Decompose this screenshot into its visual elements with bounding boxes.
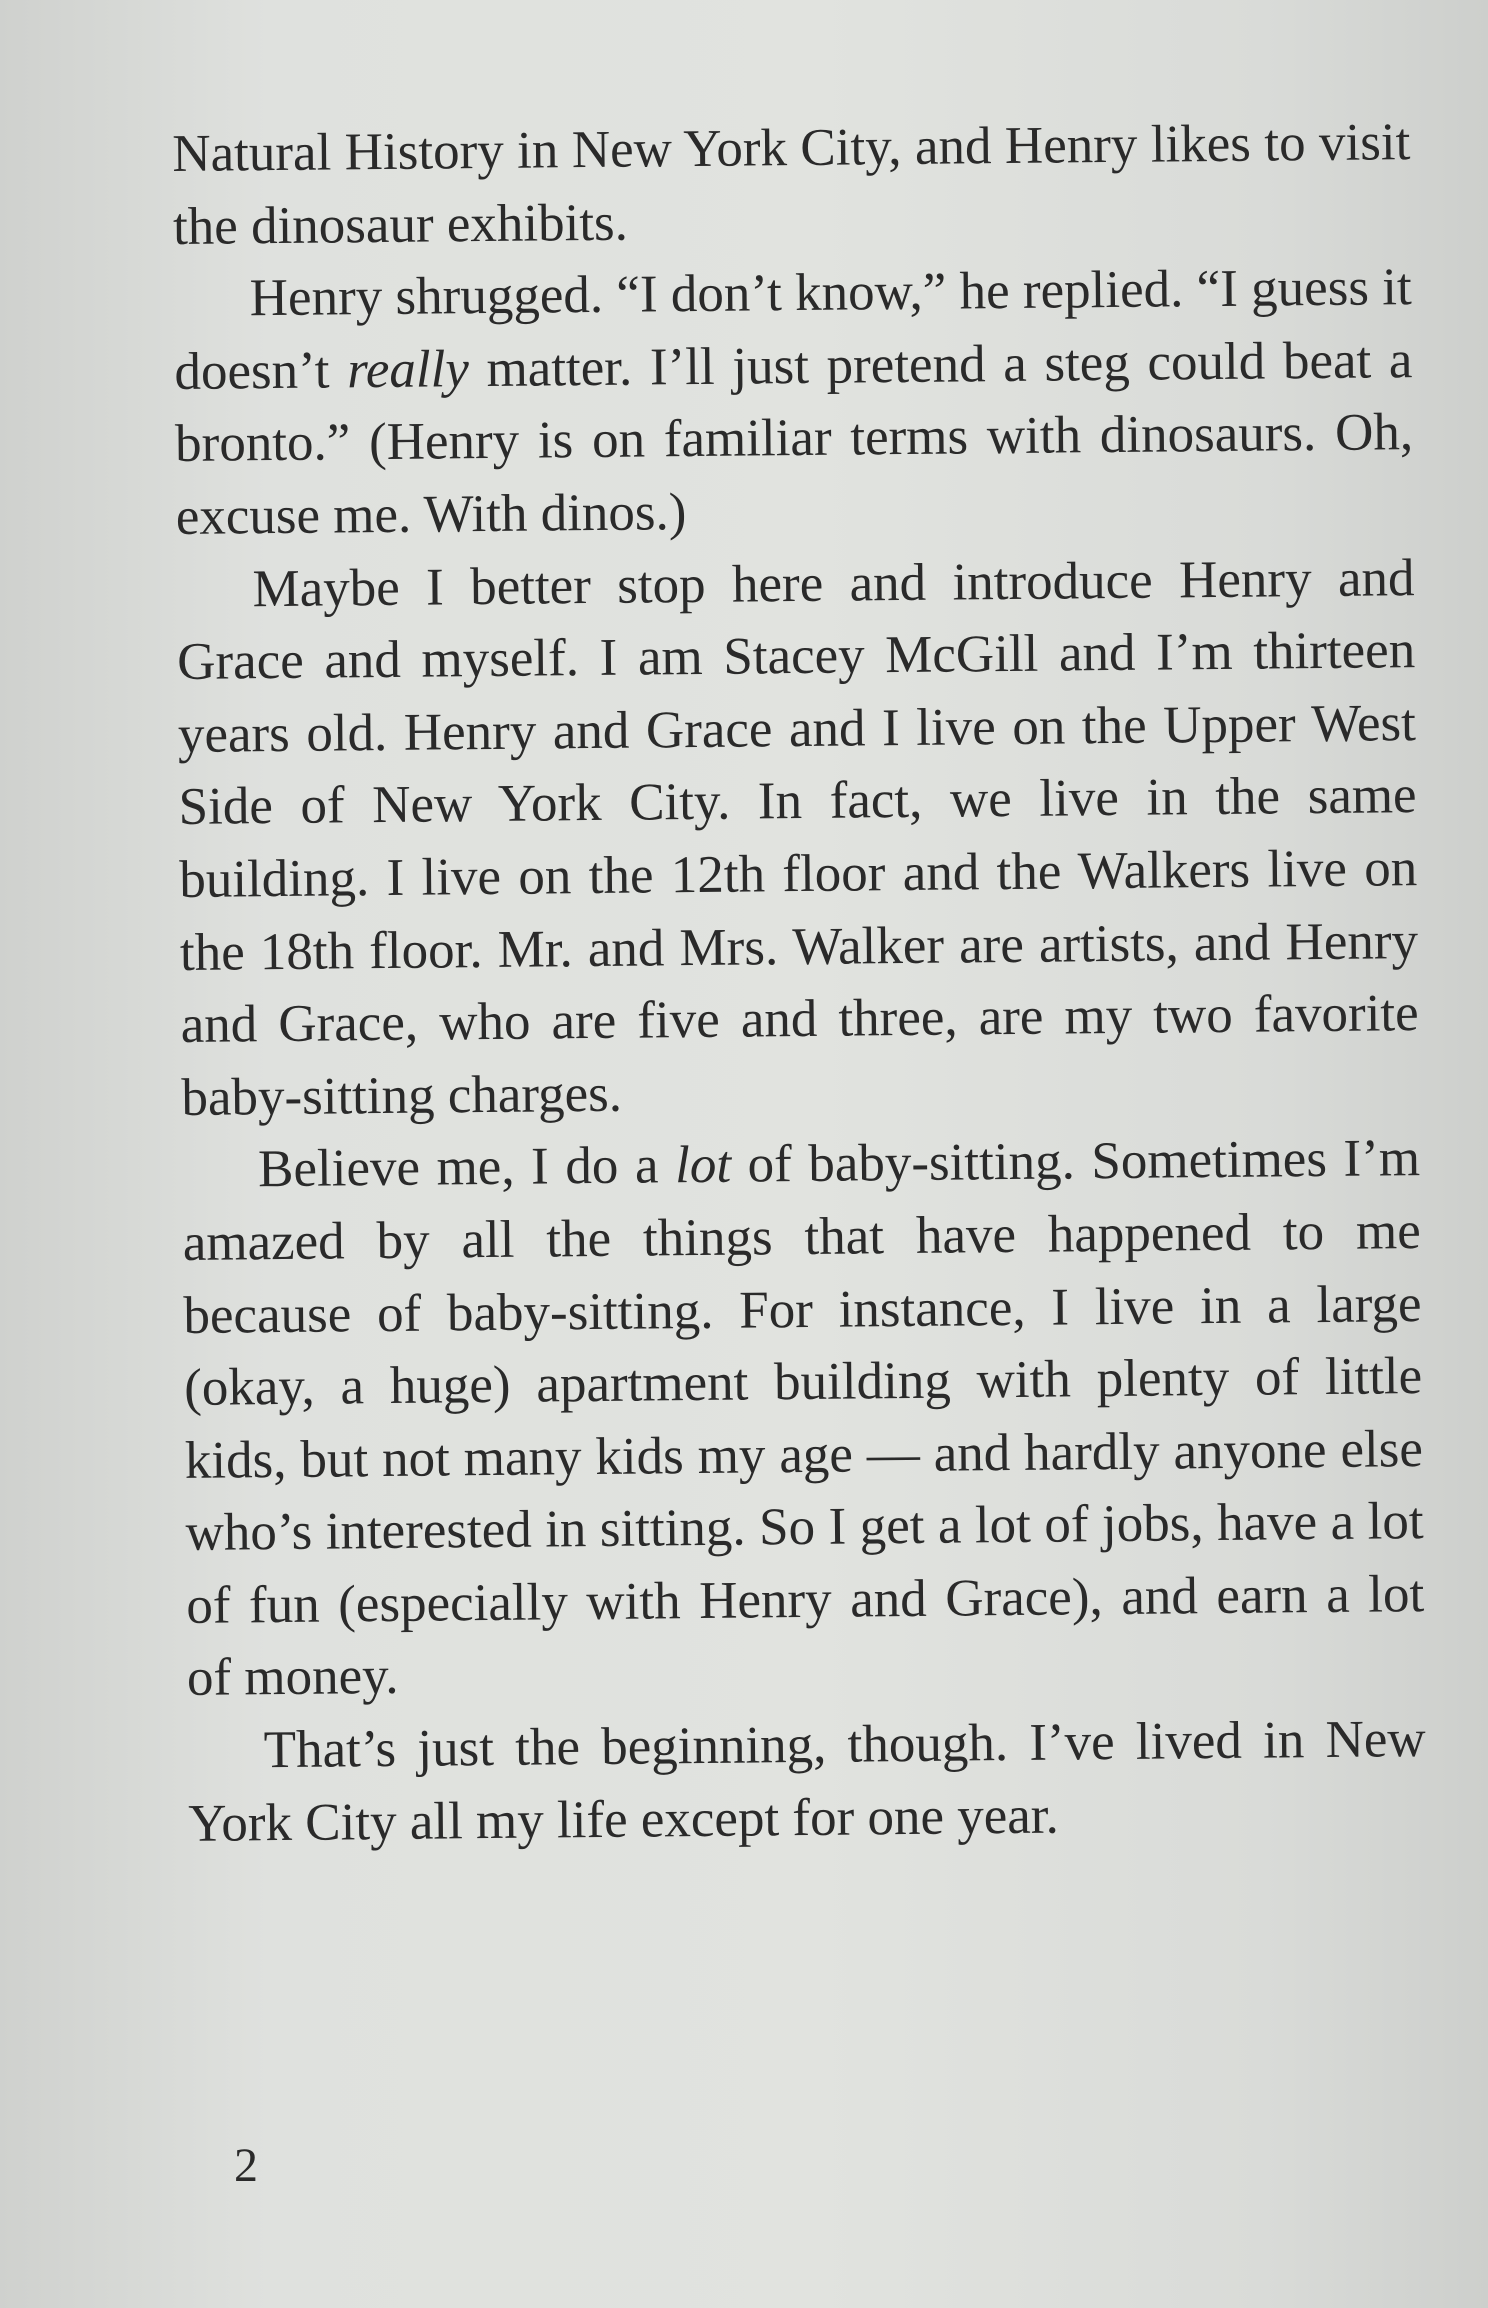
paragraph: [172, 106, 1411, 263]
paragraph: [187, 1703, 1426, 1860]
page-number: 2: [234, 2139, 258, 2192]
body-text: [172, 106, 1427, 1860]
text-run: Natural History in New York City, and Henry likes to visit the dinosaur exhibits.: [172, 113, 1411, 256]
italic-text: really: [346, 339, 470, 400]
paragraph: [182, 1122, 1426, 1715]
text-run: matter. I’ll just pretend a steg could beat a bronto.” (Henry is on familiar terms with dinosaurs. Oh, excuse me. With dinos.): [174, 330, 1414, 546]
text-run: Believe me, I do a: [257, 1136, 676, 1199]
text-run: Maybe I better stop here and introduce Henry and Grace and myself. I am Stacey McGill and I’m thirteen years old. Henry and Grace and I live on the Upper West Side of New York City. In fact, we live in the same building. I live on the 12th floor and the Walkers live on the 18th floor. Mr. and Mrs. Walker are artists, and Henry and Grace, who are five and three, are my two favorite baby-sitting charges.: [176, 548, 1419, 1127]
paragraph: [173, 251, 1414, 553]
paragraph: [176, 542, 1420, 1135]
text-run: That’s just the beginning, though. I’ve lived in New York City all my life except for one year.: [188, 1710, 1426, 1853]
text-run: of baby-sitting. Sometimes I’m amazed by all the things that have happened to me because of baby-sitting. For instance, I live in a large (okay, a huge) apartment building with plenty of little kids, but not many kids my age — and hardly anyone else who’s interested in sitting. So I get a lot of jobs, have a lot of fun (especially with Henry and Grace), and earn a lot of money.: [182, 1129, 1425, 1708]
italic-text: lot: [674, 1135, 732, 1195]
text-run: Henry shrugged. “I don’t know,” he replied. “I guess it doesn’t: [174, 258, 1412, 401]
